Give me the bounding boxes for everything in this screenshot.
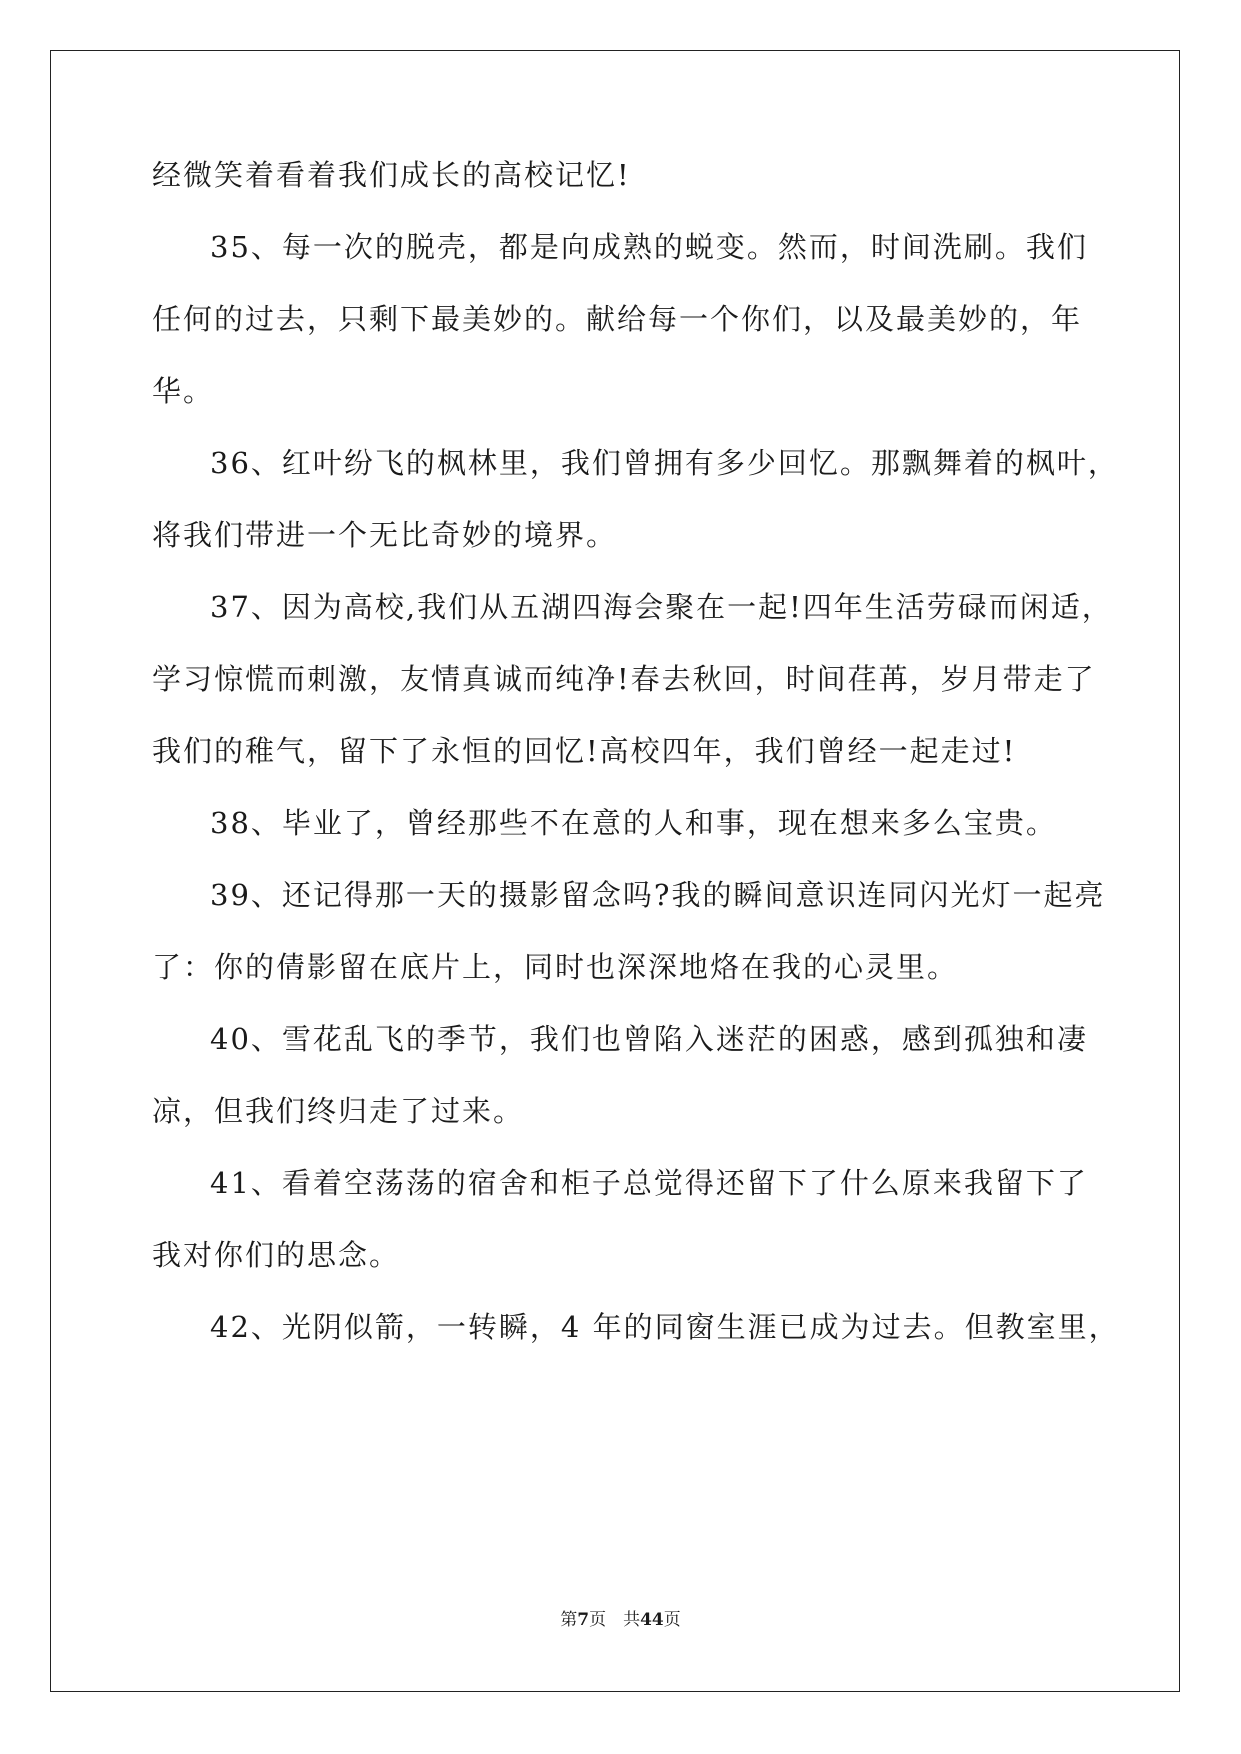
text-line-7: 37、因为高校,我们从五湖四海会聚在一起!四年生活劳碌而闲适， [210, 590, 1113, 624]
footer-mid: 页 共 [589, 1610, 641, 1630]
text-line-11: 39、还记得那一天的摄影留念吗?我的瞬间意识连同闪光灯一起亮 [210, 878, 1106, 912]
current-page-number: 7 [577, 1610, 590, 1630]
text-line-8: 学习惊慌而刺激，友情真诚而纯净!春去秋回，时间荏苒，岁月带走了 [152, 662, 1096, 696]
text-line-4: 华。 [152, 374, 215, 408]
text-line-14: 凉，但我们终归走了过来。 [152, 1094, 525, 1128]
text-line-17: 42、光阴似箭，一转瞬，4 年的同窗生涯已成为过去。但教室里， [210, 1310, 1120, 1344]
text-line-1: 经微笑着看着我们成长的高校记忆! [152, 158, 631, 192]
footer-prefix: 第 [560, 1610, 578, 1630]
total-page-count: 44 [640, 1610, 664, 1630]
text-line-12: 了：你的倩影留在底片上，同时也深深地烙在我的心灵里。 [152, 950, 959, 984]
text-line-10: 38、毕业了，曾经那些不在意的人和事，现在想来多么宝贵。 [210, 806, 1057, 840]
footer-suffix: 页 [663, 1610, 681, 1630]
text-line-3: 任何的过去，只剩下最美妙的。献给每一个你们，以及最美妙的，年 [152, 302, 1083, 336]
text-line-2: 35、每一次的脱壳，都是向成熟的蜕变。然而，时间洗刷。我们 [210, 230, 1088, 264]
page-footer [0, 1608, 1241, 1632]
text-line-16: 我对你们的思念。 [152, 1238, 401, 1272]
text-line-15: 41、看着空荡荡的宿舍和柜子总觉得还留下了什么原来我留下了 [210, 1166, 1088, 1200]
text-line-13: 40、雪花乱飞的季节，我们也曾陷入迷茫的困惑，感到孤独和凄 [210, 1022, 1088, 1056]
page-border [50, 50, 1180, 1692]
text-line-6: 将我们带进一个无比奇妙的境界。 [152, 518, 618, 552]
text-line-5: 36、红叶纷飞的枫林里，我们曾拥有多少回忆。那飘舞着的枫叶， [210, 446, 1119, 480]
text-line-9: 我们的稚气，留下了永恒的回忆!高校四年，我们曾经一起走过! [152, 734, 1017, 768]
